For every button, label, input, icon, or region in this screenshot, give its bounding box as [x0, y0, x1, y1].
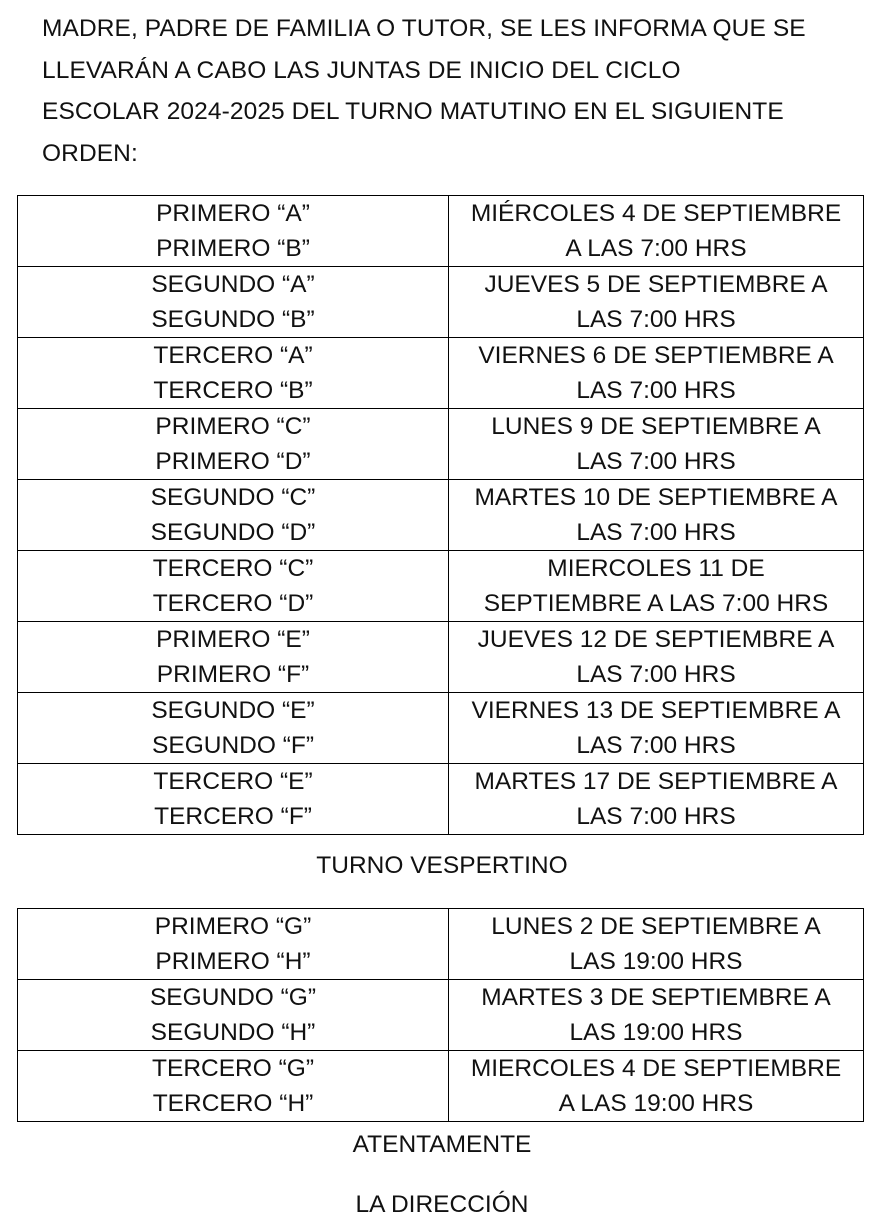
group-name: SEGUNDO “A”: [151, 271, 315, 298]
groups-cell: [18, 693, 449, 764]
meeting-date-line: VIERNES 6 DE SEPTIEMBRE A: [478, 342, 834, 369]
meeting-date-line: JUEVES 12 DE SEPTIEMBRE A: [477, 626, 835, 653]
meeting-date-line: MIÉRCOLES 4 DE SEPTIEMBRE: [470, 200, 842, 227]
group-name: PRIMERO “G”: [154, 913, 312, 940]
meeting-date-line: MIERCOLES 11 DE: [547, 555, 765, 582]
group-name: PRIMERO “E”: [156, 626, 310, 653]
group-name: SEGUNDO “B”: [151, 306, 315, 333]
group-name: TERCERO “H”: [152, 1090, 314, 1117]
meeting-date-cell: [449, 764, 864, 835]
group-name: PRIMERO “H”: [155, 948, 311, 975]
groups-cell: [18, 1051, 449, 1122]
group-name: SEGUNDO “H”: [150, 1019, 316, 1046]
meeting-date-line: A LAS 7:00 HRS: [565, 235, 747, 262]
groups-cell: [18, 196, 449, 267]
schedule-row: [18, 196, 864, 267]
schedule-row: [18, 267, 864, 338]
intro-line: LLEVARÁN A CABO LAS JUNTAS DE INICIO DEL CICLO: [42, 56, 681, 84]
groups-cell: [18, 409, 449, 480]
meeting-date-line: MARTES 3 DE SEPTIEMBRE A: [481, 984, 831, 1011]
meeting-date-line: SEPTIEMBRE A LAS 7:00 HRS: [483, 590, 829, 617]
meeting-date-cell: [449, 693, 864, 764]
closing-signature: LA DIRECCIÓN: [355, 1191, 529, 1218]
meeting-date-line: MARTES 10 DE SEPTIEMBRE A: [474, 484, 838, 511]
schedule-row: [18, 909, 864, 980]
schedule-row: [18, 980, 864, 1051]
meeting-date-cell: [449, 909, 864, 980]
group-name: SEGUNDO “F”: [152, 732, 314, 759]
group-name: SEGUNDO “D”: [150, 519, 316, 546]
schedule-row: [18, 1051, 864, 1122]
group-name: TERCERO “E”: [153, 768, 313, 795]
meeting-date-line: LAS 7:00 HRS: [576, 661, 736, 688]
groups-cell: [18, 551, 449, 622]
meeting-date-line: LAS 7:00 HRS: [576, 732, 736, 759]
meeting-date-cell: [449, 338, 864, 409]
schedule-row: [18, 480, 864, 551]
meeting-date-line: MIERCOLES 4 DE SEPTIEMBRE: [470, 1055, 842, 1082]
meeting-date-line: LAS 19:00 HRS: [569, 1019, 743, 1046]
closing-salutation: ATENTAMENTE: [352, 1131, 532, 1158]
meeting-date-line: LAS 7:00 HRS: [576, 377, 736, 404]
group-name: TERCERO “B”: [153, 377, 313, 404]
schedule-row: [18, 693, 864, 764]
meeting-date-cell: [449, 196, 864, 267]
group-name: TERCERO “A”: [153, 342, 313, 369]
groups-cell: [18, 764, 449, 835]
groups-cell: [18, 622, 449, 693]
group-name: SEGUNDO “G”: [149, 984, 317, 1011]
afternoon-shift-heading: TURNO VESPERTINO: [316, 852, 568, 879]
intro-line: MADRE, PADRE DE FAMILIA O TUTOR, SE LES INFORMA QUE SE: [42, 15, 806, 42]
groups-cell: [18, 267, 449, 338]
afternoon-schedule-table: [17, 908, 864, 1122]
schedule-row: [18, 551, 864, 622]
meeting-date-cell: [449, 551, 864, 622]
schedule-row: [18, 409, 864, 480]
group-name: PRIMERO “F”: [156, 661, 310, 688]
groups-cell: [18, 338, 449, 409]
groups-cell: [18, 980, 449, 1051]
group-name: TERCERO “G”: [152, 1055, 314, 1082]
morning-schedule-table: [17, 195, 864, 835]
meeting-date-line: JUEVES 5 DE SEPTIEMBRE A: [484, 271, 828, 298]
group-name: SEGUNDO “E”: [151, 697, 315, 724]
meeting-date-line: MARTES 17 DE SEPTIEMBRE A: [474, 768, 838, 795]
group-name: PRIMERO “D”: [155, 448, 311, 475]
meeting-date-cell: [449, 480, 864, 551]
schedule-row: [18, 764, 864, 835]
meeting-date-line: VIERNES 13 DE SEPTIEMBRE A: [471, 697, 841, 724]
meeting-date-line: LUNES 2 DE SEPTIEMBRE A: [491, 913, 821, 940]
meeting-date-line: LAS 7:00 HRS: [576, 306, 736, 333]
meeting-date-line: LUNES 9 DE SEPTIEMBRE A: [491, 413, 821, 440]
intro-line: ESCOLAR 2024-2025 DEL TURNO MATUTINO EN EL SIGUIENTE: [42, 98, 784, 125]
meeting-date-line: LAS 7:00 HRS: [576, 519, 736, 546]
meeting-date-cell: [449, 1051, 864, 1122]
intro-line: ORDEN:: [42, 139, 138, 167]
group-name: TERCERO “F”: [154, 803, 312, 830]
schedule-row: [18, 622, 864, 693]
intro-paragraph: [42, 8, 852, 174]
afternoon-schedule-body: [18, 909, 864, 1122]
meeting-date-line: LAS 7:00 HRS: [576, 803, 736, 830]
groups-cell: [18, 909, 449, 980]
meeting-date-cell: [449, 267, 864, 338]
schedule-row: [18, 338, 864, 409]
meeting-date-cell: [449, 980, 864, 1051]
morning-schedule-body: [18, 196, 864, 835]
group-name: TERCERO “C”: [152, 555, 314, 582]
meeting-date-line: A LAS 19:00 HRS: [558, 1090, 754, 1117]
group-name: PRIMERO “C”: [155, 413, 311, 440]
meeting-date-line: LAS 19:00 HRS: [569, 948, 743, 975]
group-name: PRIMERO “A”: [156, 200, 310, 227]
group-name: TERCERO “D”: [152, 590, 314, 617]
group-name: SEGUNDO “C”: [150, 484, 316, 511]
meeting-date-line: LAS 7:00 HRS: [576, 448, 736, 475]
group-name: PRIMERO “B”: [156, 235, 310, 262]
groups-cell: [18, 480, 449, 551]
meeting-date-cell: [449, 409, 864, 480]
meeting-date-cell: [449, 622, 864, 693]
